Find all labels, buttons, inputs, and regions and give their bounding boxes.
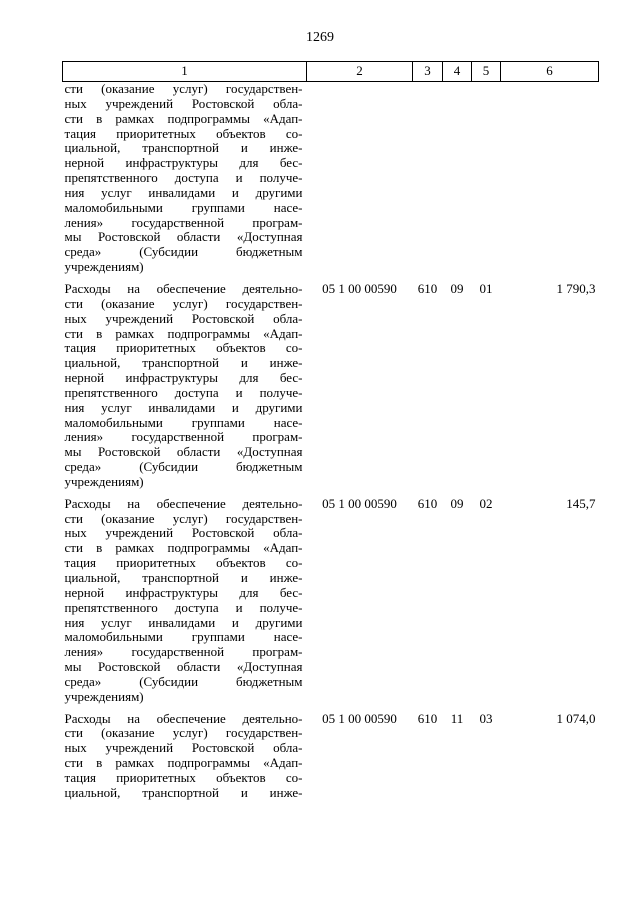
description-line: тация приоритетных объектов со- xyxy=(64,125,303,141)
header-col-6: 6 xyxy=(501,62,599,82)
description-line: циальной, транспортной и инже- xyxy=(64,355,303,371)
description-line: маломобильными группами насе- xyxy=(64,629,303,645)
subsection-code xyxy=(472,82,501,282)
description-line: среда» (Субсидии бюджетным xyxy=(64,459,303,475)
description-line: нерной инфраструктуры для бес- xyxy=(64,155,303,171)
description-line: сти в рамках подпрограммы «Адап- xyxy=(64,540,303,556)
description-line: Расходы на обеспечение деятельно- xyxy=(64,710,303,726)
description-line: мы Ростовской области «Доступная xyxy=(64,444,303,460)
description-line: ления» государственной програм- xyxy=(64,644,303,660)
description-line: сти (оказание услуг) государствен- xyxy=(64,725,303,741)
page-number: 1269 xyxy=(306,30,334,45)
table-row xyxy=(63,82,599,282)
description-line: тация приоритетных объектов со- xyxy=(64,340,303,356)
table-row xyxy=(63,712,599,808)
section-code: 11 xyxy=(450,710,464,726)
section-code: 09 xyxy=(450,495,464,511)
table-row xyxy=(63,282,599,497)
description-line: сти в рамках подпрограммы «Адап- xyxy=(64,110,303,126)
description-line: сти (оказание услуг) государствен- xyxy=(64,510,303,526)
table-row xyxy=(63,497,599,712)
description-line: ных учреждений Ростовской обла- xyxy=(64,740,303,756)
description-line: ных учреждений Ростовской обла- xyxy=(64,525,303,541)
section-code: 09 xyxy=(450,280,464,296)
description-line: препятственного доступа и получе- xyxy=(64,170,303,186)
amount-value: 1 074,0 xyxy=(556,710,596,726)
description-line: препятственного доступа и получе- xyxy=(64,384,303,400)
description-line: учреждениям) xyxy=(64,688,144,704)
description-line: циальной, транспортной и инже- xyxy=(64,140,303,156)
row-description xyxy=(63,712,307,808)
target-article-code: 05 1 00 00590 xyxy=(322,280,397,296)
header-col-4: 4 xyxy=(443,62,472,82)
description-line: сти в рамках подпрограммы «Адап- xyxy=(64,325,303,341)
description-line: нерной инфраструктуры для бес- xyxy=(64,370,303,386)
description-line: мы Ростовской области «Доступная xyxy=(64,229,303,245)
description-line: ния услуг инвалидами и другими xyxy=(64,399,303,415)
header-col-3: 3 xyxy=(413,62,443,82)
budget-table xyxy=(62,61,599,808)
table-header-row xyxy=(63,62,599,82)
table-body xyxy=(63,82,599,808)
description-line: учреждениям) xyxy=(64,473,144,489)
expense-type-code: 610 xyxy=(417,495,438,511)
header-col-5: 5 xyxy=(472,62,501,82)
description-line: ления» государственной програм- xyxy=(64,214,303,230)
subsection-code: 03 xyxy=(479,710,493,726)
amount-value xyxy=(501,82,599,282)
target-article-code: 05 1 00 00590 xyxy=(322,495,397,511)
description-line: ния услуг инвалидами и другими xyxy=(64,614,303,630)
description-line: ния услуг инвалидами и другими xyxy=(64,184,303,200)
description-line: маломобильными группами насе- xyxy=(64,199,303,215)
target-article-code xyxy=(307,82,413,282)
subsection-code: 02 xyxy=(479,495,493,511)
description-line: циальной, транспортной и инже- xyxy=(64,570,303,585)
row-description xyxy=(63,282,307,497)
amount-value: 1 790,3 xyxy=(556,280,596,296)
description-line: препятственного доступа и получе- xyxy=(64,599,303,615)
subsection-code: 01 xyxy=(479,280,493,296)
description-line: мы Ростовской области «Доступная xyxy=(64,659,303,675)
description-line: среда» (Субсидии бюджетным xyxy=(64,673,303,689)
header-col-1: 1 xyxy=(63,62,307,82)
expense-type-code: 610 xyxy=(417,710,438,726)
description-line: циальной, транспортной и инже- xyxy=(64,784,303,800)
description-line: Расходы на обеспечение деятельно- xyxy=(64,280,303,296)
amount-value: 145,7 xyxy=(566,495,596,511)
row-description xyxy=(63,82,307,282)
target-article-code: 05 1 00 00590 xyxy=(322,710,397,726)
description-line: маломобильными группами насе- xyxy=(64,414,303,430)
expense-type-code: 610 xyxy=(417,280,438,296)
description-line: среда» (Субсидии бюджетным xyxy=(64,244,303,260)
description-line: сти (оказание услуг) государствен- xyxy=(64,81,303,96)
description-line: сти в рамках подпрограммы «Адап- xyxy=(64,755,303,771)
row-description xyxy=(63,497,307,712)
description-line: тация приоритетных объектов со- xyxy=(64,769,303,785)
description-line: нерной инфраструктуры для бес- xyxy=(64,584,303,600)
description-line: ных учреждений Ростовской обла- xyxy=(64,95,303,111)
expense-type-code xyxy=(413,82,443,282)
description-line: сти (оказание услуг) государствен- xyxy=(64,295,303,311)
description-line: тация приоритетных объектов со- xyxy=(64,555,303,571)
header-col-2: 2 xyxy=(307,62,413,82)
description-line: Расходы на обеспечение деятельно- xyxy=(64,495,303,511)
description-line: учреждениям) xyxy=(64,259,144,275)
description-line: ных учреждений Ростовской обла- xyxy=(64,310,303,326)
section-code xyxy=(443,82,472,282)
description-line: ления» государственной програм- xyxy=(64,429,303,445)
